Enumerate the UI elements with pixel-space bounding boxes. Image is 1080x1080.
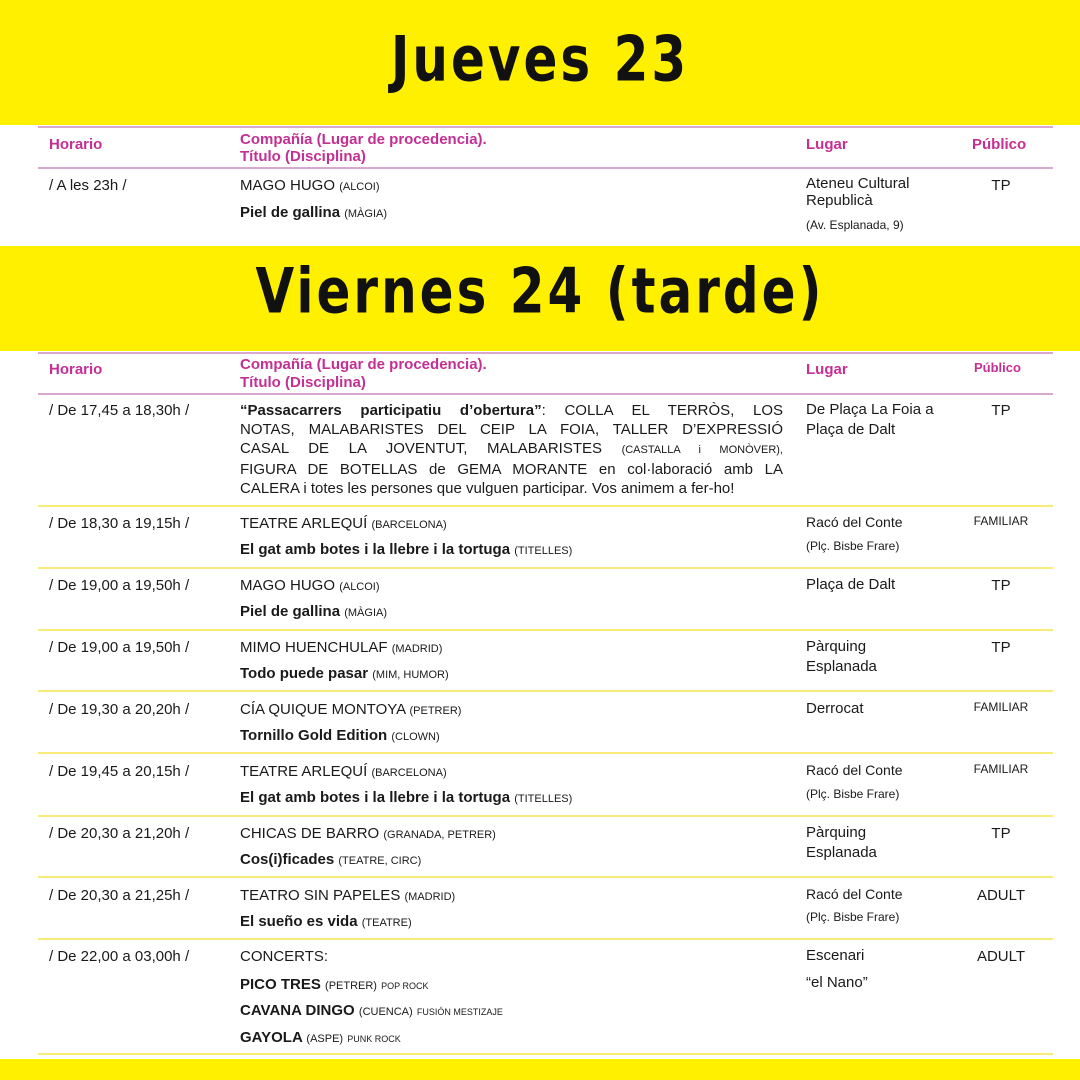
row-title: El gat amb botes i la llebre i la tortuga (TITELLES): [240, 541, 573, 558]
row-title: Tornillo Gold Edition (CLOWN): [240, 727, 440, 744]
col-header-lugar: Lugar: [806, 361, 848, 378]
row-divider: [38, 938, 1053, 940]
opening-title: “Passacarrers participatiu d’obertura”: [240, 402, 542, 419]
col-header-horario: Horario: [49, 361, 103, 378]
row-time: / De 20,30 a 21,25h /: [49, 887, 190, 904]
header-rule-bottom: [38, 167, 1053, 169]
concert-band: PICO TRES (PETRER) POP ROCK: [240, 976, 429, 993]
row-place-detail: (Plç. Bisbe Frare): [806, 539, 900, 553]
row-place: De Plaça La Foia a: [806, 401, 934, 418]
row-place: Plaça de Dalt: [806, 576, 896, 593]
row-title: Cos(i)ficades (TEATRE, CIRC): [240, 851, 422, 868]
row-time: / De 17,45 a 18,30h /: [49, 402, 190, 419]
row-place: Derrocat: [806, 700, 864, 717]
row-time: / De 19,30 a 20,20h /: [49, 701, 190, 718]
concerts-label: CONCERTS:: [240, 948, 329, 965]
row-divider: [38, 1053, 1053, 1055]
concert-band: CAVANA DINGO (CUENCA) FUSIÓN MESTIZAJE: [240, 1002, 503, 1019]
row-place: Racó del Conte: [806, 886, 903, 902]
col-header-titulo: Título (Disciplina): [240, 374, 366, 391]
row-company: TEATRE ARLEQUÍ (BARCELONA): [240, 515, 447, 532]
day-heading-thursday: Jueves 23: [390, 22, 690, 96]
row-company: CHICAS DE BARRO (GRANADA, PETRER): [240, 825, 496, 842]
row-divider: [38, 815, 1053, 817]
col-header-horario: Horario: [49, 136, 103, 153]
row-place-line2: Esplanada: [806, 844, 877, 861]
row-time: / De 20,30 a 21,20h /: [49, 825, 190, 842]
row-title: Todo puede pasar (MIM, HUMOR): [240, 665, 449, 682]
row-public: ADULT: [976, 887, 1026, 904]
row-company: MAGO HUGO (ALCOI): [240, 577, 380, 594]
row-divider: [38, 690, 1053, 692]
row-divider: [38, 505, 1053, 507]
row-place-line2: Esplanada: [806, 658, 877, 675]
header-rule-top: [38, 126, 1053, 128]
col-header-titulo: Título (Disciplina): [240, 148, 366, 165]
row-place-detail: (Av. Esplanada, 9): [806, 218, 904, 232]
row-place: Racó del Conte: [806, 514, 903, 530]
row-company: CÍA QUIQUE MONTOYA (PETRER): [240, 701, 462, 718]
row-title: El sueño es vida (TEATRE): [240, 913, 412, 930]
row-divider: [38, 629, 1053, 631]
col-header-compania: Compañía (Lugar de procedencia).: [240, 131, 487, 148]
row-title: Piel de gallina (MÀGIA): [240, 603, 387, 620]
row-place: Ateneu Cultural: [806, 175, 910, 192]
row-place-line2: Plaça de Dalt: [806, 421, 896, 438]
row-divider: [38, 876, 1053, 878]
row-public: TP: [991, 177, 1011, 194]
col-header-compania: Compañía (Lugar de procedencia).: [240, 356, 487, 373]
row-company: TEATRE ARLEQUÍ (BARCELONA): [240, 763, 447, 780]
row-time: / De 22,00 a 03,00h /: [49, 948, 190, 965]
row-company: MAGO HUGO (ALCOI): [240, 177, 380, 194]
row-title: El gat amb botes i la llebre i la tortuga (TITELLES): [240, 789, 573, 806]
row-public: TP: [991, 825, 1011, 842]
day-heading-friday: Viernes 24 (tarde): [255, 254, 825, 328]
row-time: / A les 23h /: [49, 177, 127, 194]
row-time: / De 19,00 a 19,50h /: [49, 577, 190, 594]
row-public: FAMILIAR: [973, 700, 1029, 714]
row-place-line2: “el Nano”: [806, 974, 868, 991]
row-public: FAMILIAR: [973, 514, 1029, 528]
concert-band: GAYOLA (ASPE) PUNK ROCK: [240, 1029, 401, 1046]
footer-band: [0, 1059, 1080, 1080]
row-public: TP: [991, 577, 1011, 594]
row-place-line2: Republicà: [806, 192, 873, 209]
row-public: TP: [991, 639, 1011, 656]
row-place: Racó del Conte: [806, 762, 903, 778]
header-rule-top: [38, 352, 1053, 354]
row-public: ADULT: [976, 948, 1026, 965]
row-divider: [38, 567, 1053, 569]
row-place: Pàrquing: [806, 824, 867, 841]
row-company: MIMO HUENCHULAF (MADRID): [240, 639, 443, 656]
row-public: TP: [991, 402, 1011, 419]
col-header-publico: Público: [972, 136, 1027, 153]
row-divider: [38, 752, 1053, 754]
row-place-detail: (Plç. Bisbe Frare): [806, 787, 900, 801]
col-header-lugar: Lugar: [806, 136, 848, 153]
opening-description: “Passacarrers participatiu d’obertura”: COLLA EL TERRÒS, LOS NOTAS, MALABARISTES DEL CEIP LA FOIA, TALLER D’EXPRESSIÓ CASAL DE LA JOVENTUT, MALABARISTES (CASTALLA i MONÒVER), FIGURA DE BOTELLAS de GEMA MORANTE en col·laboració amb LA CALERA i totes les persones que vulguen participar. Vos animem a fer-ho!: [240, 402, 784, 497]
row-title: Piel de gallina (MÀGIA): [240, 204, 387, 221]
row-public: FAMILIAR: [973, 762, 1029, 776]
row-time: / De 19,45 a 20,15h /: [49, 763, 190, 780]
row-time: / De 19,00 a 19,50h /: [49, 639, 190, 656]
row-place: Escenari: [806, 947, 865, 964]
row-time: / De 18,30 a 19,15h /: [49, 515, 190, 532]
header-rule-bottom: [38, 393, 1053, 395]
row-place-detail: (Plç. Bisbe Frare): [806, 910, 900, 924]
col-header-publico: Público: [974, 360, 1021, 375]
row-place: Pàrquing: [806, 638, 867, 655]
row-company: TEATRO SIN PAPELES (MADRID): [240, 887, 456, 904]
